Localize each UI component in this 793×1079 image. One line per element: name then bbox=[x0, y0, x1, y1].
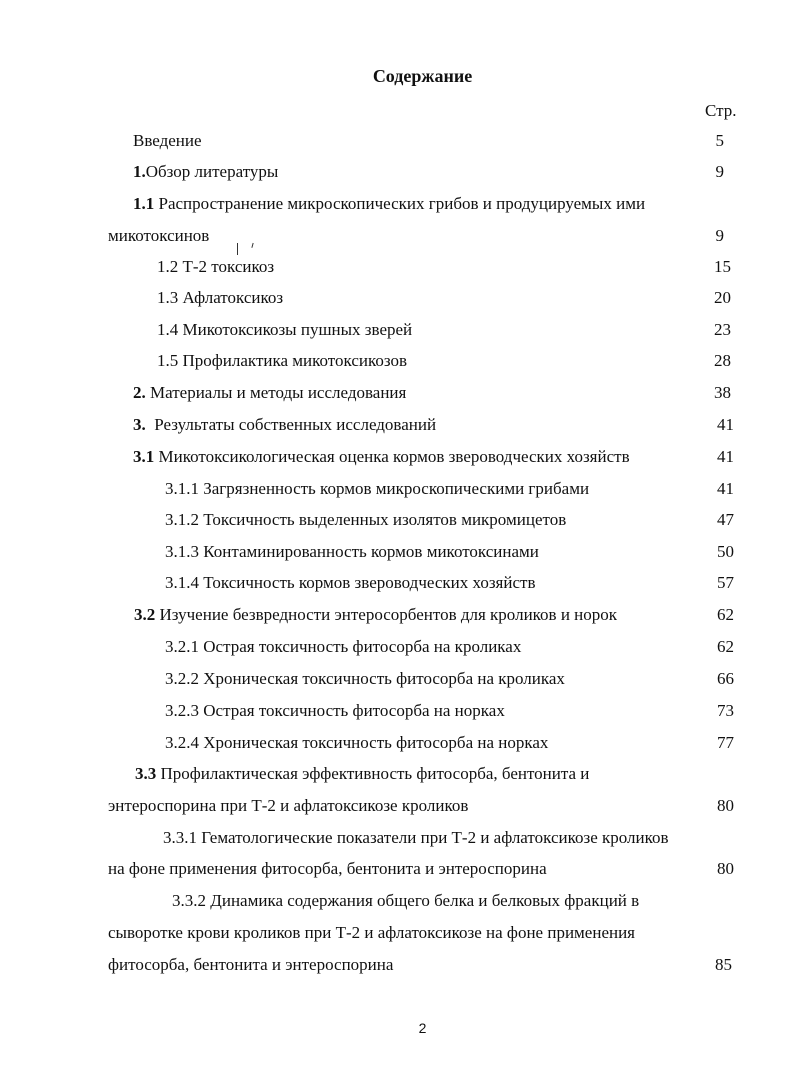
toc-entry-page: 5 bbox=[715, 131, 724, 150]
toc-entry bbox=[135, 764, 589, 784]
toc-entry-text: Распространение микроскопических грибов и продуцируемых ими bbox=[154, 194, 646, 213]
toc-entry-text: 3.1.1 Загрязненность кормов микроскопическими грибами bbox=[165, 479, 590, 498]
toc-entry-text: 1.3 Афлатоксикоз bbox=[157, 288, 284, 307]
toc-entry-continuation: микотоксинов bbox=[108, 226, 210, 245]
toc-entry-page: 9 bbox=[715, 162, 724, 181]
toc-entry-text: 3.2.4 Хроническая токсичность фитосорба на норках bbox=[165, 733, 549, 752]
toc-entry bbox=[133, 415, 436, 435]
toc-entry-text: 1.2 Т-2 токсикоз bbox=[157, 257, 275, 276]
toc-entry-text: 1.4 Микотоксикозы пушных зверей bbox=[157, 320, 413, 339]
toc-entry-number: 3.1 bbox=[133, 447, 155, 466]
toc-entry-text: 3.1.3 Контаминированность кормов микотоксинами bbox=[165, 542, 539, 561]
page-number: 2 bbox=[418, 1020, 427, 1036]
toc-entry-text: 3.2.3 Острая токсичность фитосорба на норках bbox=[165, 701, 505, 720]
toc-entry-continuation: фитосорба, бентонита и энтероспорина bbox=[108, 955, 394, 974]
toc-entry-page: 41 bbox=[717, 415, 734, 434]
toc-entry-number: 3. bbox=[133, 415, 146, 434]
toc-entry-text: Профилактическая эффективность фитосорба, бентонита и bbox=[156, 764, 590, 783]
toc-entry-page: 57 bbox=[717, 573, 734, 592]
toc-entry-page: 20 bbox=[714, 288, 731, 307]
toc-entry-continuation: сыворотке крови кроликов при Т-2 и афлатоксикозе на фоне применения bbox=[108, 923, 635, 942]
toc-entry-page: 41 bbox=[717, 447, 734, 466]
toc-entry-number: 3.2 bbox=[134, 605, 156, 624]
scan-mark bbox=[251, 243, 254, 248]
toc-entry-text: 3.3.2 Динамика содержания общего белка и белковых фракций в bbox=[172, 891, 640, 910]
toc-entry-text: Материалы и методы исследования bbox=[145, 383, 407, 402]
toc-entry bbox=[133, 194, 645, 214]
scan-mark bbox=[237, 243, 239, 255]
toc-entry-page: 9 bbox=[715, 226, 724, 245]
toc-entry-page: 28 bbox=[714, 351, 731, 370]
toc-entry-text: 1.5 Профилактика микотоксикозов bbox=[157, 351, 408, 370]
toc-entry-text: Изучение безвредности энтеросорбентов для кроликов и норок bbox=[155, 605, 618, 624]
toc-entry-page: 62 bbox=[717, 637, 734, 656]
toc-entry-number: 1. bbox=[133, 162, 146, 181]
page-column-header: Стр. bbox=[705, 101, 737, 120]
toc-entry-number: 3.3 bbox=[135, 764, 157, 783]
toc-entry-page: 38 bbox=[714, 383, 731, 402]
toc-entry bbox=[133, 162, 278, 182]
toc-entry bbox=[134, 605, 617, 625]
toc-entry-page: 47 bbox=[717, 510, 734, 529]
toc-entry-page: 15 bbox=[714, 257, 731, 276]
toc-entry-text: Результаты собственных исследований bbox=[145, 415, 437, 434]
toc-entry-page: 41 bbox=[717, 479, 734, 498]
toc-entry-page: 77 bbox=[717, 733, 734, 752]
toc-entry-continuation: на фоне применения фитосорба, бентонита и энтероспорина bbox=[108, 859, 547, 878]
toc-entry-text: 3.2.2 Хроническая токсичность фитосорба на кроликах bbox=[165, 669, 565, 688]
toc-entry-text: 3.1.2 Токсичность выделенных изолятов микромицетов bbox=[165, 510, 567, 529]
toc-entry-page: 66 bbox=[717, 669, 734, 688]
toc-entry-page: 23 bbox=[714, 320, 731, 339]
toc-entry bbox=[133, 447, 630, 467]
toc-entry-page: 85 bbox=[715, 955, 732, 974]
toc-entry-page: 73 bbox=[717, 701, 734, 720]
toc-entry-text: 3.3.1 Гематологические показатели при Т-2 и афлатоксикозе кроликов bbox=[163, 828, 669, 847]
toc-entry-number: 2. bbox=[133, 383, 146, 402]
toc-entry-page: 50 bbox=[717, 542, 734, 561]
toc-entry-text: Микотоксикологическая оценка кормов звероводческих хозяйств bbox=[154, 447, 630, 466]
toc-entry-continuation: энтероспорина при Т-2 и афлатоксикозе кроликов bbox=[108, 796, 469, 815]
toc-entry-page: 80 bbox=[717, 859, 734, 878]
toc-entry-text: 3.1.4 Токсичность кормов звероводческих хозяйств bbox=[165, 573, 536, 592]
toc-entry-page: 80 bbox=[717, 796, 734, 815]
toc-entry-text: Обзор литературы bbox=[145, 162, 279, 181]
toc-entry bbox=[133, 383, 406, 403]
page-title: Содержание bbox=[372, 66, 473, 86]
toc-entry-number: 1.1 bbox=[133, 194, 155, 213]
toc-entry-text: 3.2.1 Острая токсичность фитосорба на кроликах bbox=[165, 637, 522, 656]
toc-entry-text: Введение bbox=[133, 131, 202, 150]
toc-entry-page: 62 bbox=[717, 605, 734, 624]
